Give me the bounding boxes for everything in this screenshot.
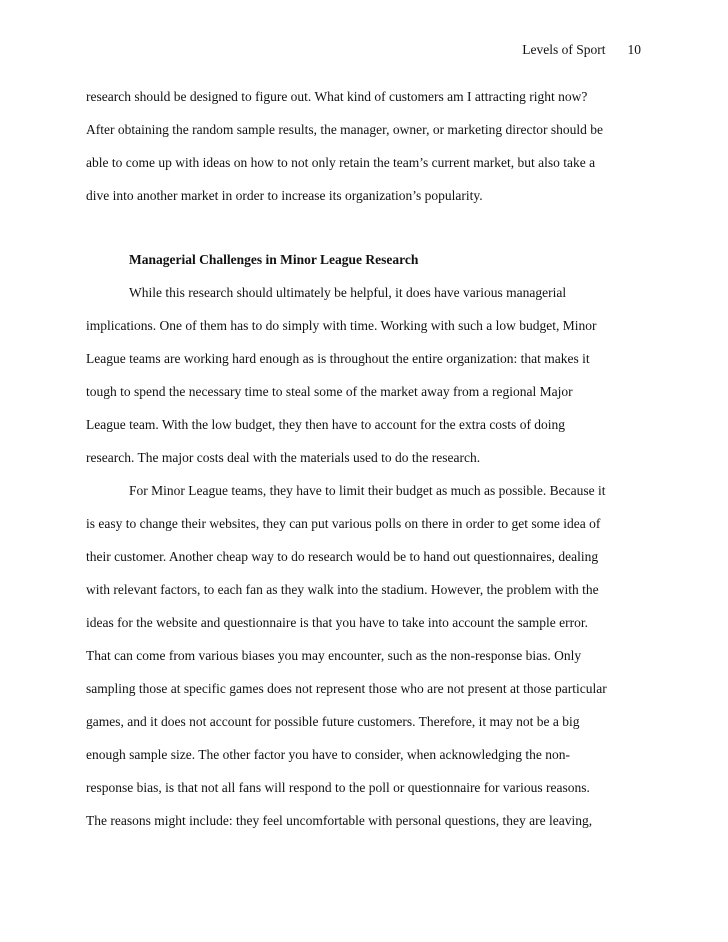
text-line: with relevant factors, to each fan as they walk into the stadium. However, the problem with the bbox=[86, 582, 599, 597]
running-title: Levels of Sport bbox=[522, 42, 606, 57]
text-line: implications. One of them has to do simply with time. Working with such a low budget, Minor bbox=[86, 318, 597, 333]
text-line: The reasons might include: they feel uncomfortable with personal questions, they are leaving, bbox=[86, 813, 593, 828]
text-line: games, and it does not account for possible future customers. Therefore, it may not be a big bbox=[86, 714, 580, 729]
text-line: sampling those at specific games does not represent those who are not present at those particular bbox=[86, 681, 607, 696]
text-line: After obtaining the random sample results, the manager, owner, or marketing director should be bbox=[86, 122, 604, 137]
text-line: research should be designed to figure out. What kind of customers am I attracting right now? bbox=[86, 89, 588, 104]
text-line: tough to spend the necessary time to steal some of the market away from a regional Major bbox=[86, 384, 573, 399]
text-line: League team. With the low budget, they then have to account for the extra costs of doing bbox=[86, 417, 566, 432]
text-line: is easy to change their websites, they can put various polls on there in order to get some idea of bbox=[86, 516, 601, 531]
text-line: able to come up with ideas on how to not only retain the team’s current market, but also take a bbox=[86, 155, 596, 170]
text-line: their customer. Another cheap way to do research would be to hand out questionnaires, dealing bbox=[86, 549, 599, 564]
text-line: dive into another market in order to increase its organization’s popularity. bbox=[86, 188, 483, 203]
text-line: research. The major costs deal with the materials used to do the research. bbox=[86, 450, 481, 465]
section-heading: Managerial Challenges in Minor League Research bbox=[129, 252, 419, 267]
text-line: That can come from various biases you may encounter, such as the non-response bias. Only bbox=[86, 648, 582, 663]
page-number: 10 bbox=[627, 42, 641, 57]
text-line: For Minor League teams, they have to limit their budget as much as possible. Because it bbox=[129, 483, 606, 498]
text-line: response bias, is that not all fans will respond to the poll or questionnaire for various reasons. bbox=[86, 780, 590, 795]
text-line: enough sample size. The other factor you have to consider, when acknowledging the non- bbox=[86, 747, 570, 762]
text-line: League teams are working hard enough as is throughout the entire organization: that makes it bbox=[86, 351, 590, 366]
text-line: ideas for the website and questionnaire is that you have to take into account the sample error. bbox=[86, 615, 588, 630]
running-head bbox=[522, 42, 641, 58]
text-line: While this research should ultimately be helpful, it does have various managerial bbox=[129, 285, 567, 300]
